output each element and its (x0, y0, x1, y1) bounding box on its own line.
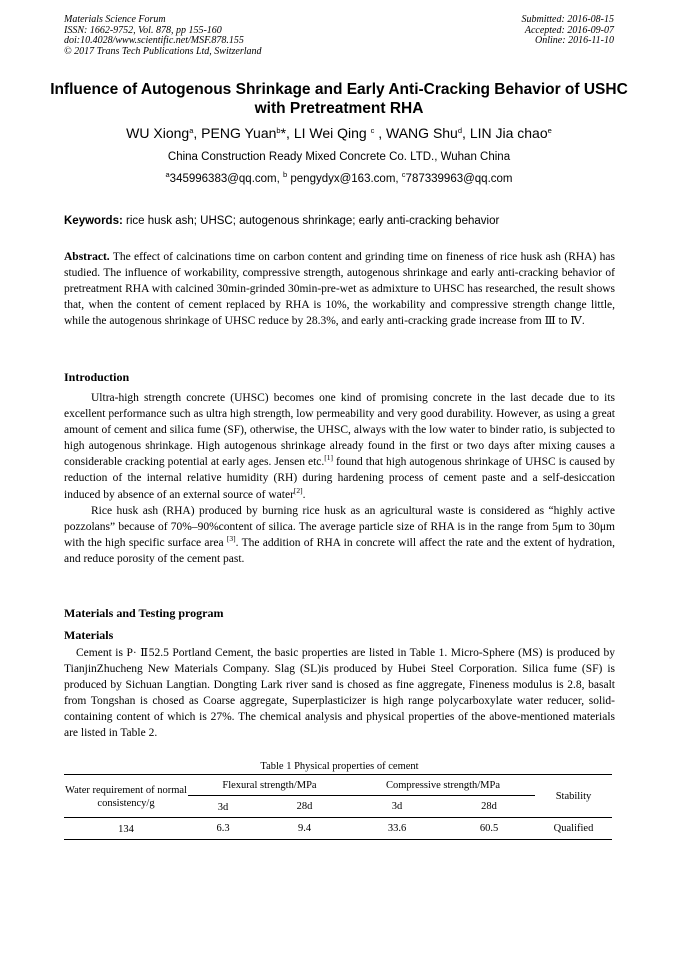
author-marker: b (276, 126, 281, 135)
paper-title: Influence of Autogenous Shrinkage and Early Anti-Cracking Behavior of USHC with Pretreatment RHA (50, 81, 628, 117)
cell-water-requirement: 134 (64, 818, 188, 840)
journal-info (64, 15, 262, 57)
header-stability: Stability (535, 775, 612, 818)
author-list (30, 124, 648, 142)
keywords-label: Keywords: (64, 215, 123, 227)
email-list (30, 172, 648, 186)
separator: , (462, 125, 470, 141)
paragraph-text: Ultra-high strength concrete (UHSC) becomes one kind of promising concrete in the last decade due to its excellent performance such as ultra high strength, low permeability and very good durability. However, as using a great amount of cement and silica fume (SF), otherwise, the UHSC, always with the low water to binder ratio, is subjected to high autogenous shrinkage. High autogenous shrinkage already found in the first or two days after mixing causes a considerable cracking potential at early ages. Jensen etc. (64, 392, 615, 469)
table-row (64, 818, 612, 840)
accepted-date: Accepted: 2016-09-07 (524, 24, 614, 36)
copyright-line: © 2017 Trans Tech Publications Ltd, Switzerland (64, 45, 262, 57)
introduction-body (64, 390, 615, 567)
submitted-date: Submitted: 2016-08-15 (521, 14, 614, 25)
separator: , (395, 173, 402, 185)
header-compressive-strength: Compressive strength/MPa (351, 775, 535, 796)
section-heading-introduction: Introduction (64, 370, 130, 384)
doi-line: doi:10.4028/www.scientific.net/MSF.878.155 (64, 35, 244, 46)
table-header-row (64, 775, 612, 796)
separator: , (193, 125, 202, 141)
abstract (64, 249, 615, 329)
table-caption: Table 1 Physical properties of cement (260, 761, 419, 772)
cell-flexural-28d: 9.4 (258, 818, 351, 840)
paragraph (64, 503, 615, 567)
cell-compressive-3d: 33.6 (351, 818, 443, 840)
paragraph (64, 390, 615, 503)
keywords (64, 214, 499, 228)
citation-ref[interactable]: [3] (226, 533, 236, 543)
email-address[interactable]: 787339963@qq.com (405, 173, 513, 185)
email-address[interactable]: pengydyx@163.com (287, 173, 396, 185)
subheader-flexural-28d: 28d (258, 796, 351, 818)
publication-dates (522, 15, 615, 47)
header-flexural-strength: Flexural strength/MPa (188, 775, 351, 796)
cement-properties-table (64, 774, 612, 840)
online-date: Online: 2016-11-10 (535, 35, 614, 46)
email-address[interactable]: 345996383@qq.com (169, 173, 277, 185)
email-marker: a (165, 170, 170, 179)
subsection-heading-materials: Materials (64, 628, 114, 642)
author-marker: a (189, 126, 194, 135)
author-marker: c (370, 126, 375, 135)
email-marker: b (283, 170, 288, 179)
paragraph-text: . (302, 488, 306, 501)
paragraph-text: . The addition of RHA in concrete will affect the rate and the extent of hydration, and reduce porosity of the cement past. (64, 536, 615, 565)
citation-ref[interactable]: [2] (293, 485, 303, 495)
subheader-flexural-3d: 3d (188, 796, 258, 818)
subheader-compressive-28d: 28d (443, 796, 535, 818)
separator: , (286, 125, 294, 141)
author-marker: e (547, 126, 552, 135)
section-heading-materials-testing: Materials and Testing program (64, 606, 224, 620)
subheader-compressive-3d: 3d (351, 796, 443, 818)
abstract-text: The effect of calcinations time on carbon content and grinding time on fineness of rice husk ash (RHA) has studied. The influence of workability, compressive strength, autogenous shrinkage and early anti-cracking behavior of pretreatment RHA with calcined 30min-grinded 30min-pre-wet as admixture to UHSC has researched, the result shows that, when the content of cement replaced by RHA is 10%, the workability and compressive strength change little, while the autogenous shrinkage of UHSC reduce by 28.3%, and early anti-cracking grade increase from Ⅲ to Ⅳ. (64, 251, 615, 328)
paragraph-text: Rice husk ash (RHA) produced by burning rice husk as an agricultural waste is considered as “highly active pozzolans” because of 70%–90%content of silica. The average particle size of RHA is in the range from 5μm to 30μm with the high specific surface area (64, 504, 615, 549)
author: LIN Jia chao (469, 125, 548, 141)
citation-ref[interactable]: [1] (324, 453, 333, 463)
separator: , (374, 125, 387, 141)
paragraph-text: found that high autogenous shrinkage of UHSC is caused by reduction of the internal relative humidity (RH) during hardening process of cement paste and a self-desiccation induced by absence of an external source of water (64, 456, 615, 501)
author: WU Xiong (126, 125, 190, 141)
author-marker: d (457, 126, 463, 135)
affiliation: China Construction Ready Mixed Concrete Co. LTD., Wuhan China (167, 151, 511, 163)
author: PENG Yuan (201, 125, 277, 141)
issn-line: ISSN: 1662-9752, Vol. 878, pp 155-160 (64, 24, 222, 36)
abstract-label: Abstract. (64, 251, 110, 263)
author: WANG Shu (386, 125, 458, 141)
header-water-requirement: Water requirement of normal consistency/g (64, 775, 188, 818)
paragraph: Cement is P· Ⅱ52.5 Portland Cement, the basic properties are listed in Table 1. Micro-Sphere (MS) is produced by TianjinZhucheng New Materials Company. Slag (SL)is produced by Hubei Steel Corporation. Silica fume (SF) is produced by Sichuan Langtian. Dongting Lark river sand is chosed as fine aggregate, Fineness modulus is 2.8, basalt from Tongshan is chosed as Coarse aggregate, Superplasticizer is high range polycarboxylate water reducer, solid-containing content of which is 27%. The chemical analysis and physical properties of the above-mentioned materials are listed in Table 2. (64, 647, 615, 740)
separator: , (276, 173, 284, 185)
cell-stability: Qualified (535, 818, 612, 840)
cell-flexural-3d: 6.3 (188, 818, 258, 840)
materials-body (64, 645, 615, 742)
corresponding-mark: * (280, 125, 287, 141)
author: LI Wei Qing (293, 125, 371, 141)
keywords-text: rice husk ash; UHSC; autogenous shrinkage; early anti-cracking behavior (122, 215, 500, 227)
cell-compressive-28d: 60.5 (443, 818, 535, 840)
journal-name: Materials Science Forum (64, 14, 166, 25)
email-marker: c (401, 170, 406, 179)
